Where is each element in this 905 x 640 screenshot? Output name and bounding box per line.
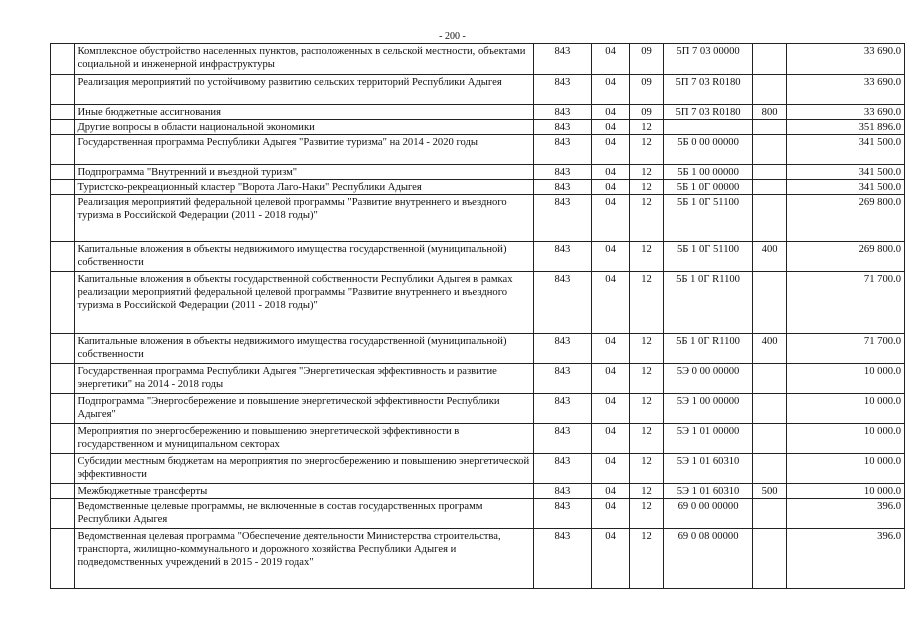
row-sum: 71 700.0 [786, 334, 904, 364]
row-sum: 269 800.0 [786, 242, 904, 272]
row-margin-cell [51, 364, 75, 394]
row-csr: 5Б 1 0Г R1100 [663, 272, 752, 334]
table-row [51, 120, 905, 135]
row-sum: 33 690.0 [786, 105, 904, 120]
row-csr [663, 120, 752, 135]
row-sum: 10 000.0 [786, 454, 904, 484]
row-vr [753, 135, 787, 165]
row-csr: 5Б 1 00 00000 [663, 165, 752, 180]
row-pr: 12 [630, 165, 664, 180]
row-pr: 12 [630, 454, 664, 484]
table-row [51, 180, 905, 195]
row-margin-cell [51, 195, 75, 242]
row-pr: 12 [630, 394, 664, 424]
row-vr [753, 44, 787, 75]
row-pr: 12 [630, 484, 664, 499]
row-name: Государственная программа Республики Адыгея "Энергетическая эффективность и развитие энергетики" на 2014 - 2018 годы [74, 364, 533, 394]
row-ved: 843 [533, 105, 591, 120]
row-name: Другие вопросы в области национальной экономики [74, 120, 533, 135]
row-csr: 5Э 0 00 00000 [663, 364, 752, 394]
row-csr: 5Б 1 0Г 51100 [663, 195, 752, 242]
row-csr: 5П 7 03 R0180 [663, 105, 752, 120]
row-ved: 843 [533, 364, 591, 394]
row-ved: 843 [533, 195, 591, 242]
row-vr: 400 [753, 334, 787, 364]
table-row [51, 499, 905, 529]
row-rz: 04 [591, 120, 629, 135]
row-sum: 341 500.0 [786, 180, 904, 195]
row-pr: 12 [630, 120, 664, 135]
row-vr [753, 195, 787, 242]
row-vr [753, 529, 787, 589]
row-csr: 5Б 1 0Г 51100 [663, 242, 752, 272]
row-name: Ведомственная целевая программа "Обеспечение деятельности Министерства строительства, транспорта, жилищно-коммунального и дорожного хозяйства Республики Адыгея и подведомственных учреждений в 2015 - 2019 годах" [74, 529, 533, 589]
row-pr: 12 [630, 424, 664, 454]
row-csr: 5Б 0 00 00000 [663, 135, 752, 165]
table-row [51, 529, 905, 589]
row-vr [753, 424, 787, 454]
row-ved: 843 [533, 424, 591, 454]
row-sum: 341 500.0 [786, 135, 904, 165]
row-vr: 500 [753, 484, 787, 499]
row-vr [753, 454, 787, 484]
row-margin-cell [51, 105, 75, 120]
row-ved: 843 [533, 499, 591, 529]
row-csr: 5Э 1 01 00000 [663, 424, 752, 454]
row-margin-cell [51, 424, 75, 454]
row-sum: 10 000.0 [786, 484, 904, 499]
row-name: Капитальные вложения в объекты недвижимого имущества государственной (муниципальной) собственности [74, 334, 533, 364]
row-sum: 10 000.0 [786, 364, 904, 394]
row-pr: 12 [630, 195, 664, 242]
table-row [51, 424, 905, 454]
row-sum: 33 690.0 [786, 75, 904, 105]
row-rz: 04 [591, 180, 629, 195]
table-row [51, 454, 905, 484]
row-ved: 843 [533, 75, 591, 105]
row-name: Подпрограмма "Энергосбережение и повышение энергетической эффективности Республики Адыгея" [74, 394, 533, 424]
row-vr: 400 [753, 242, 787, 272]
row-csr: 5Б 1 0Г R1100 [663, 334, 752, 364]
row-csr: 5Б 1 0Г 00000 [663, 180, 752, 195]
row-csr: 69 0 08 00000 [663, 529, 752, 589]
table-row [51, 195, 905, 242]
row-rz: 04 [591, 195, 629, 242]
row-pr: 12 [630, 334, 664, 364]
row-name: Государственная программа Республики Адыгея "Развитие туризма" на 2014 - 2020 годы [74, 135, 533, 165]
row-sum: 10 000.0 [786, 424, 904, 454]
row-name: Подпрограмма "Внутренний и въездной туризм" [74, 165, 533, 180]
row-vr: 800 [753, 105, 787, 120]
row-rz: 04 [591, 75, 629, 105]
row-margin-cell [51, 334, 75, 364]
row-csr: 5Э 1 01 60310 [663, 454, 752, 484]
row-ved: 843 [533, 242, 591, 272]
row-sum: 33 690.0 [786, 44, 904, 75]
row-sum: 269 800.0 [786, 195, 904, 242]
row-name: Реализация мероприятий по устойчивому развитию сельских территорий Республики Адыгея [74, 75, 533, 105]
table-row [51, 334, 905, 364]
row-csr: 69 0 00 00000 [663, 499, 752, 529]
row-ved: 843 [533, 135, 591, 165]
row-sum: 10 000.0 [786, 394, 904, 424]
table-row [51, 394, 905, 424]
row-rz: 04 [591, 499, 629, 529]
row-ved: 843 [533, 44, 591, 75]
row-pr: 12 [630, 364, 664, 394]
row-rz: 04 [591, 105, 629, 120]
row-margin-cell [51, 165, 75, 180]
row-rz: 04 [591, 135, 629, 165]
row-ved: 843 [533, 165, 591, 180]
row-vr [753, 499, 787, 529]
row-margin-cell [51, 75, 75, 105]
row-vr [753, 165, 787, 180]
table-row [51, 242, 905, 272]
row-pr: 12 [630, 135, 664, 165]
table-body [51, 44, 905, 589]
row-vr [753, 75, 787, 105]
budget-table [50, 43, 905, 589]
row-sum: 396.0 [786, 529, 904, 589]
row-ved: 843 [533, 394, 591, 424]
row-ved: 843 [533, 334, 591, 364]
row-sum: 71 700.0 [786, 272, 904, 334]
row-ved: 843 [533, 454, 591, 484]
table-row [51, 135, 905, 165]
row-pr: 09 [630, 75, 664, 105]
row-name: Мероприятия по энергосбережению и повышению энергетической эффективности в государственном и муниципальном секторах [74, 424, 533, 454]
row-margin-cell [51, 272, 75, 334]
row-ved: 843 [533, 272, 591, 334]
row-csr: 5П 7 03 00000 [663, 44, 752, 75]
row-rz: 04 [591, 484, 629, 499]
row-ved: 843 [533, 484, 591, 499]
row-pr: 09 [630, 44, 664, 75]
row-name: Комплексное обустройство населенных пунктов, расположенных в сельской местности, объектами социальной и инженерной инфраструктуры [74, 44, 533, 75]
row-sum: 341 500.0 [786, 165, 904, 180]
row-name: Реализация мероприятий федеральной целевой программы "Развитие внутреннего и въездного туризма в Российской Федерации (2011 - 2018 годы)" [74, 195, 533, 242]
row-name: Межбюджетные трансферты [74, 484, 533, 499]
row-name: Иные бюджетные ассигнования [74, 105, 533, 120]
row-margin-cell [51, 120, 75, 135]
row-rz: 04 [591, 394, 629, 424]
row-ved: 843 [533, 529, 591, 589]
table-row [51, 105, 905, 120]
row-name: Ведомственные целевые программы, не включенные в состав государственных программ Республики Адыгея [74, 499, 533, 529]
row-name: Субсидии местным бюджетам на мероприятия по энергосбережению и повышению энергетической эффективности [74, 454, 533, 484]
row-margin-cell [51, 242, 75, 272]
row-pr: 12 [630, 180, 664, 195]
row-rz: 04 [591, 272, 629, 334]
row-pr: 12 [630, 272, 664, 334]
table-row [51, 44, 905, 75]
row-pr: 09 [630, 105, 664, 120]
row-ved: 843 [533, 120, 591, 135]
row-csr: 5П 7 03 R0180 [663, 75, 752, 105]
row-vr [753, 394, 787, 424]
row-csr: 5Э 1 01 60310 [663, 484, 752, 499]
row-name: Туристско-рекреационный кластер "Ворота Лаго-Наки" Республики Адыгея [74, 180, 533, 195]
table-row [51, 272, 905, 334]
row-margin-cell [51, 44, 75, 75]
row-csr: 5Э 1 00 00000 [663, 394, 752, 424]
row-pr: 12 [630, 499, 664, 529]
row-rz: 04 [591, 454, 629, 484]
row-margin-cell [51, 529, 75, 589]
row-sum: 396.0 [786, 499, 904, 529]
table-row [51, 364, 905, 394]
row-vr [753, 120, 787, 135]
row-rz: 04 [591, 529, 629, 589]
row-rz: 04 [591, 44, 629, 75]
row-margin-cell [51, 499, 75, 529]
row-rz: 04 [591, 165, 629, 180]
table-row [51, 484, 905, 499]
row-rz: 04 [591, 334, 629, 364]
row-margin-cell [51, 394, 75, 424]
table-row [51, 75, 905, 105]
row-pr: 12 [630, 529, 664, 589]
row-margin-cell [51, 135, 75, 165]
row-vr [753, 364, 787, 394]
row-margin-cell [51, 454, 75, 484]
row-rz: 04 [591, 364, 629, 394]
row-ved: 843 [533, 180, 591, 195]
row-pr: 12 [630, 242, 664, 272]
row-vr [753, 272, 787, 334]
row-sum: 351 896.0 [786, 120, 904, 135]
row-rz: 04 [591, 424, 629, 454]
row-margin-cell [51, 484, 75, 499]
row-rz: 04 [591, 242, 629, 272]
table-row [51, 165, 905, 180]
row-name: Капитальные вложения в объекты государственной собственности Республики Адыгея в рамках реализации мероприятий федеральной целевой программы "Развитие внутреннего и въездного туризма в Российской Федерации (2011 - 2018 годы)" [74, 272, 533, 334]
row-name: Капитальные вложения в объекты недвижимого имущества государственной (муниципальной) собственности [74, 242, 533, 272]
row-vr [753, 180, 787, 195]
row-margin-cell [51, 180, 75, 195]
page-number: - 200 - [439, 31, 466, 42]
